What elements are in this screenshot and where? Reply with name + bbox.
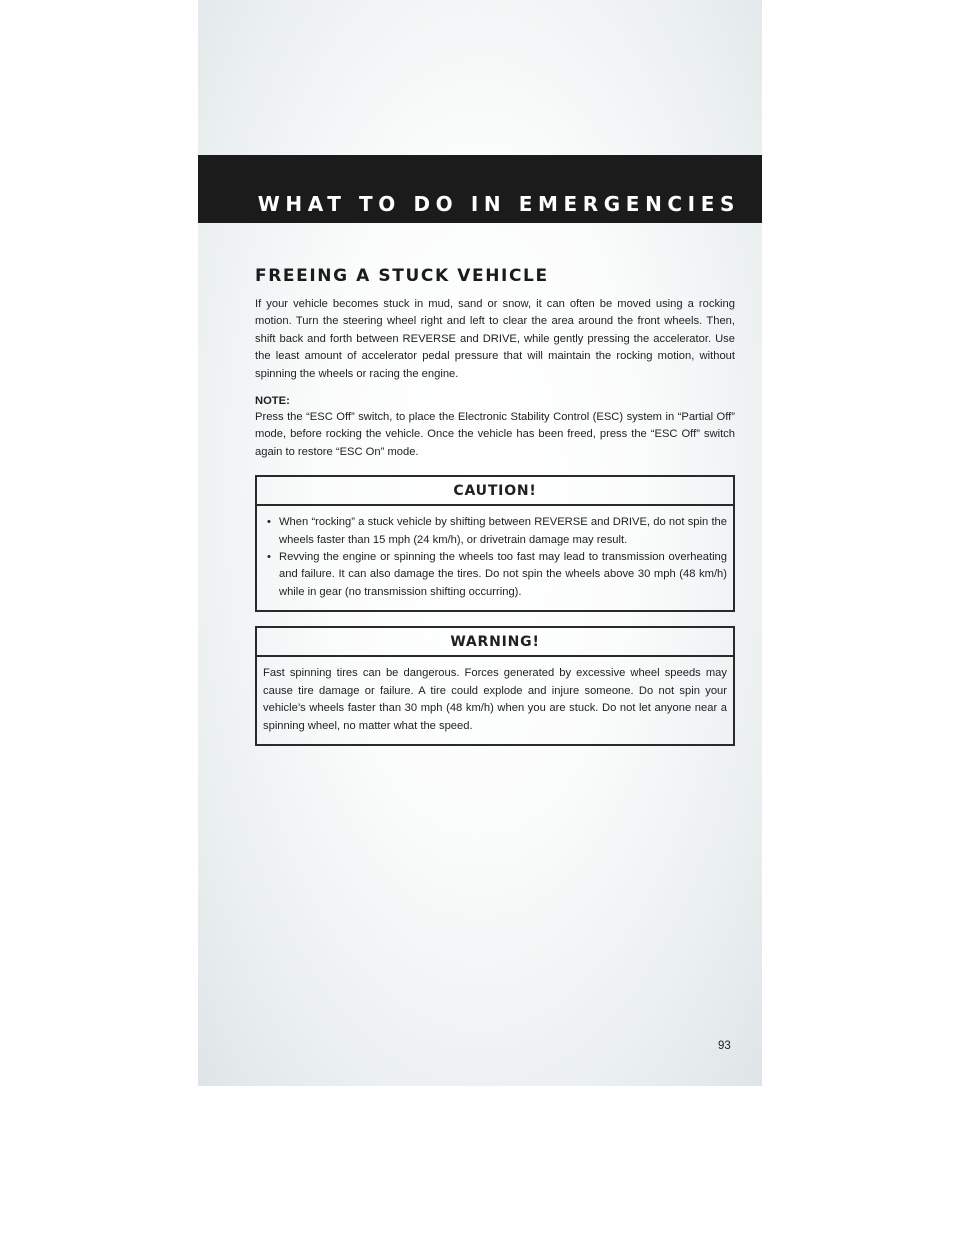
note-label: NOTE: — [255, 395, 290, 408]
caution-item-text: When “rocking” a stuck vehicle by shifting between REVERSE and DRIVE, do not spin the wheels faster than 15 mph (24 km/h), or drivetrain damage may result. — [279, 516, 727, 546]
bullet-icon: • — [267, 516, 271, 529]
caution-box — [255, 475, 735, 612]
intro-paragraph: If your vehicle becomes stuck in mud, sand or snow, it can often be moved using a rocking motion. Turn the steering wheel right and left to clear the area around the front wheels. Then, shift back and forth between REVERSE and DRIVE, while gently pressing the accelerator. Use the least amount of accelerator pedal pressure that will maintain the rocking motion, without spinning the wheels or racing the engine. — [255, 298, 735, 380]
page-content — [255, 266, 735, 746]
caution-title: CAUTION! — [257, 477, 733, 506]
warning-title: WARNING! — [257, 628, 733, 657]
manual-page — [198, 0, 762, 1086]
chapter-header-bar — [198, 155, 762, 223]
warning-text: Fast spinning tires can be dangerous. Forces generated by excessive wheel speeds may cause tire damage or failure. A tire could explode and injure someone. Do not spin your vehicle’s wheels faster than 30 mph (48 km/h) when you are stuck. Do not let anyone near a spinning wheel, no matter what the speed. — [263, 667, 727, 732]
bullet-icon: • — [267, 551, 271, 564]
caution-item-text: Revving the engine or spinning the wheels too fast may lead to transmission overheating and failure. It can also damage the tires. Do not spin the wheels above 30 mph (48 km/h) while in gear (no transmission shifting occurring). — [279, 551, 727, 598]
note-text: Press the “ESC Off” switch, to place the Electronic Stability Control (ESC) system in “Partial Off” mode, before rocking the vehicle. Once the vehicle has been freed, press the “ESC Off” switch again to restore “ESC On” mode. — [255, 411, 735, 458]
caution-body — [257, 506, 733, 610]
caution-item — [263, 514, 727, 549]
section-title: FREEING A STUCK VEHICLE — [255, 266, 549, 286]
warning-body — [257, 657, 733, 744]
chapter-title: WHAT TO DO IN EMERGENCIES — [257, 192, 740, 216]
warning-box — [255, 626, 735, 746]
page-number: 93 — [718, 1040, 731, 1052]
caution-item — [263, 549, 727, 601]
